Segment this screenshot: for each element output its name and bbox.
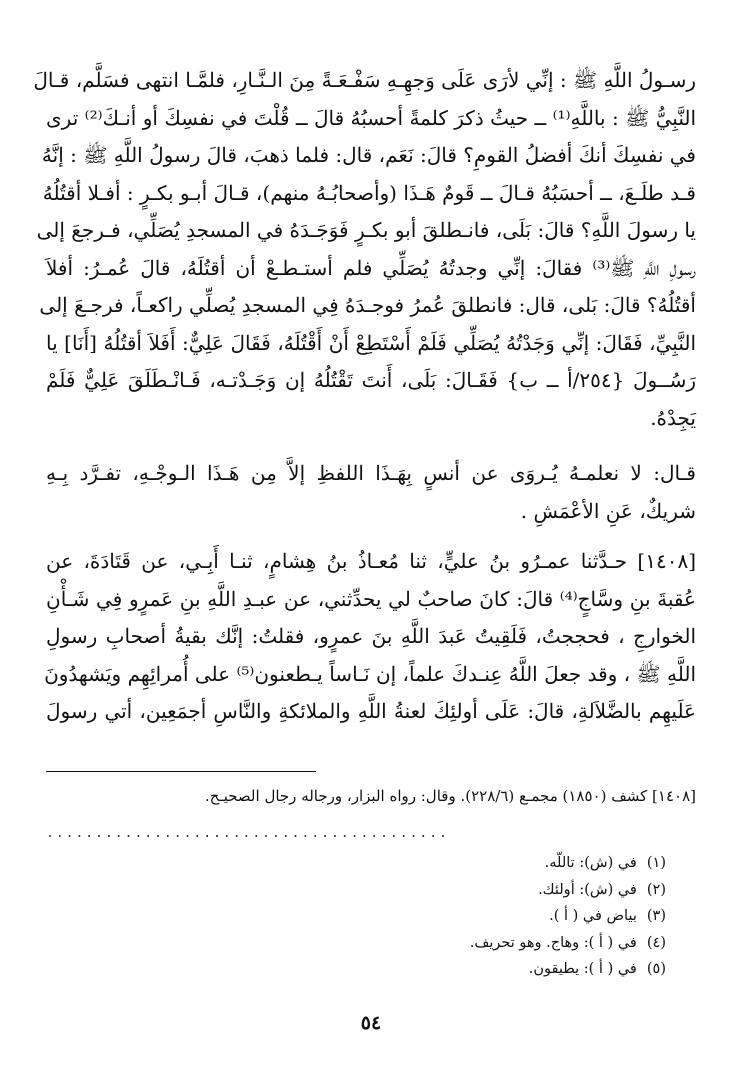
text-line: أقتُلُهُ؟ قالَ: بَلى، قال: فانطلقَ عُمرُ فوجـدَهُ فِي المسجدِ يُصلِّي راكعـاً، فرجـعَ إلى [39,293,696,317]
footnote-text: في ( أ ): يطيقون. [528,961,637,977]
text-line: الخوارجِ ، فحججتُ، فَلَقِيتُ عَبدَ اللَّهِ بنَ عمرٍو، فقلتُ: إنَّك بقيةُ أصحابِ رسولِ [46,624,696,648]
footnote-number: (١) [646,855,666,871]
paragraph-2 [46,455,696,530]
text-line: اللَّهِ ﷺ ، وقد جعلَ اللَّهُ عِنـدكَ علماً، إن نَـاساً يـطعنون⁽⁵⁾ على أُمرائِهِم ويَشهدُونَ [44,661,696,686]
footnotes-list [470,850,666,983]
text-line: عَلَيهِم بالضَّلاَلةِ، قالَ: عَلَى أولئِكَ لعنةُ اللَّهِ والملائكةِ والنَّاسِ أجمَعِين، أتي رسولَ [46,699,696,723]
footnote-text: في (ش): أولئك. [538,881,637,898]
text-line: قـال: لا نعلمـهُ يُـروَى عن أنسٍ بِهَـذَا اللفظِ إلاَّ مِن هَـذَا الـوجْـهِ، تفـرَّد بِـهِ [46,461,696,485]
footnote-number: (٢) [646,881,666,898]
takhrij-note: [١٤٠٨] كشف (١٨٥٠) مجمـع (٢٢٨/٦). وقال: رواه البزار، ورجاله رجال الصحيـح. [204,787,696,805]
text-line: رَسُــولَ {٢٥٤/أ ــ ب} فَقَـالَ: بَلَى، أَنتَ تَقْتُلُهُ إن وَجَـدْتـه، فَـانْـطَلَقَ عَلِيٌّ فَلَمْ [46,368,697,392]
footnote-text: في ( أ ): وهاج. وهو تحريف. [469,934,637,951]
paragraph-1 [33,62,697,437]
footnote-text: بياض في ( أ ). [549,908,637,924]
text-line: يا رسولَ اللَّهِ؟ قالَ: بَلَى، فانـطلقَ أبو بكـرٍ فَوَجَـدَهُ في المسجدِ يُصَلِّي، فـرجعَ إلى [36,218,696,242]
page-number: ٥٤ [360,1012,382,1034]
footnote-divider [46,771,316,772]
footnote-item [470,956,666,983]
footnote-number: (٣) [646,908,666,924]
text-line: شريكٌ، عَنِ الأعْمَشِ . [520,498,696,523]
footnote-number: (٤) [646,934,666,951]
text-line: يَجِدْهُ. [650,405,696,430]
text-line: في نفسِكَ أنكَ أفضلُ القومِ؟ قالَ: نَعَم، قال: فلما ذهبَ، قالَ رسولُ اللَّهِ ﷺ : إنَّهُ [41,143,696,167]
text-line: عُقبةَ بنِ وسَّاجٍ⁽⁴⁾ قالَ: كانَ صاحبٌ لي يحدِّثني، عن عبـدِ اللَّهِ بنِ عَمرٍو فِي شَـأْنِ [46,586,696,611]
footnote-text: في (ش): تاللّه. [544,855,637,871]
footnote-item [470,930,666,957]
footnote-item [470,877,666,904]
text-line: رسولِ اللَّهِ ﷺ⁽³⁾ فقالَ: إنِّي وجدتُهُ يُصَلِّي فلم أستـطـعْ أن أقتُلَهُ، قالَ عُمـرُ: أفلاَ [46,255,696,280]
text-line: النَّبِيُّ ﷺ : باللَّهِ⁽¹⁾ ــ حيثُ ذكرَ كلمةً أحسبُهُ قالَ ــ قُلْتَ في نفسِكَ أو أنـكَ⁽²⁾ ترى [46,105,697,130]
footnote-number: (٥) [646,961,666,977]
paragraph-3 [46,543,696,731]
text-line: [١٤٠٨] حـدَّثنا عمـرُو بنُ عليٍّ، ثنا مُعـاذُ بنُ هِشامٍ، ثنـا أَبِـي، عن قَتَادَةَ، عن [46,549,696,573]
footnote-item [470,850,666,877]
footnote-item [470,903,666,930]
text-line: قـد طلَـعَ، ــ أحسَبُهُ قـالَ ــ قَومٌ هَـذَا (وأصحابُـهُ منهم)، قـالَ أبـو بكـرٍ : أفـلا أقتُلُهُ [42,180,696,205]
main-text [33,62,697,731]
text-line: النَّبِيِّ، فَقَالَ: إنِّي وَجَدْتُهُ يُصَلِّي فَلَمْ أَسْتَطِعْ أَنْ أَقْتُلَهُ، فَقَالَ عَلِيٌّ: أَفَلاَ أقتُلُهُ [أَنَا] يا [46,330,696,355]
text-line: رسـولُ اللَّهِ ﷺ : إنِّي لأرَى عَلَى وَجهِـهِ سَفْـعَـةً مِنَ الـنَّـارِ، فلمَّـا انتهى فسَلَّم، قـالَ [33,68,696,92]
dotted-separator: ......................................... [46,826,449,841]
